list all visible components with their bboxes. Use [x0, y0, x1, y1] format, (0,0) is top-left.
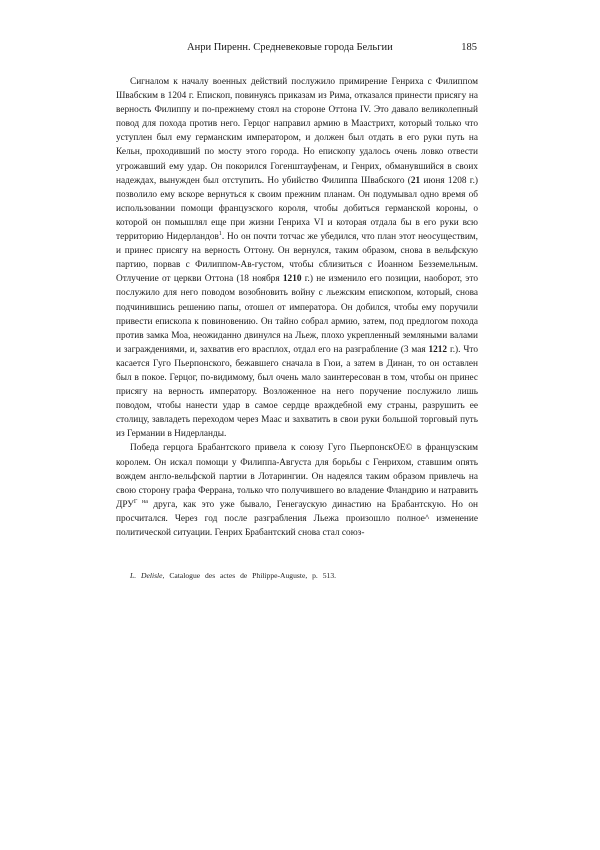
paragraph-2 [116, 441, 478, 540]
header-title: Анри Пиренн. Средневековые города Бельгии [187, 42, 393, 53]
date-day-bold: 21 [410, 175, 421, 186]
paragraph-2-part-2: друга, как это уже бывало, Генегаускую династию на Брабантскую. Но он просчитался. Через год после разграбления Льежа произошло полное^ изменение политической ситуации. Генрих Брабантский снова стал союз- [116, 499, 478, 538]
paragraph-1-part-5: г.). Что касается Гуго Пьерпонского, бежавшего сначала в Гюи, а затем в Динан, то он оставлен был в покое. Герцог, по-видимому, был очень мало заинтересован в том, чтобы он принес присягу на верность императору. Возложенное на него поручение послужило лишь поводом, чтобы нанести удар в самое сердце враждебной ему страны, разрушить ее столицу, завладеть переходом через Маас и захватить в свои руки большой торговый путь из Германии в Нидерланды. [116, 344, 478, 440]
date-year-bold: 1212 [428, 344, 448, 355]
paragraph-2-part-1: Победа герцога Брабантского привела к союзу Гуго ПьерпонскОЕ© в французским королем. Он искал помощи у Филиппа-Августа для борьбы с Генрихом, ставшим опять вождем англо-вельфской партии в Лотарингии. Он надеялся таким образом привлечь на свою сторону графа Феррана, только что получившего во владение Фландрию и натравить ДРУ [116, 443, 478, 510]
paragraph-1-part-4: г.) не изменило его позиции, наоборот, это послужило для него поводом возобновить войну с льежским епископом, который, снова подчинившись решению папы, отошел от императора. Он добился, чтобы ему поручили привести епископа к повиновению. Он тайно собрал армию, затем, под предлогом похода против замка Моа, неожиданно двинулся на Льеж, плохо укрепленный земляными валами и заграждениями, и, захватив его врасплох, отдал его на разграбление (3 мая [116, 274, 478, 355]
paragraph-1-part-2: июня 1208 г.) позволило ему вскоре вернуться к своим прежним планам. Он подумывал одно время об использовании помощи французского короля, чтобы добиться германской короны, о которой он помышлял еще при жизни Генриха VI и которая отдала бы в его руки всю территорию Нидерландов [116, 175, 478, 243]
footnote-author: L. Delisle, [130, 571, 165, 580]
paragraph-1-part-3: . Но он почти тотчас же убедился, что план этот неосуществим, и принес присягу на верность Оттону. Он вернулся, таким образом, снова в вельфскую партию, порвав с Филиппом-Ав-густом, чтобы сблизиться с Иоанном Безземельным. Отлучение от церкви Оттона (18 ноября [116, 232, 478, 285]
paragraph-1-part-1: Сигналом к началу военных действий послужило примирение Генриха с Филиппом Швабским в 1204 г. Епископ, повинуясь приказам из Рима, отказался принести присягу на верность Филиппу и по-прежнему стоял на стороне Оттона IV. Это давало великолепный повод для похода против него. Герцог направил армию в Маастрихт, который только что уступлен был ему германским императором, и должен был отдать в его руки путь на Кельн, проходивший по мосту этого города. Но епископу удалось очень ловко отвести угрожавший ему удар. Он покорился Гогенштауфенам, и Генрих, обманувшийся в своих надеждах, вынужден был отступить. Но убийство Филиппа Швабского ( [116, 77, 478, 186]
page-number: 185 [461, 42, 477, 53]
running-header [97, 41, 477, 55]
date-year-bold: 1210 [282, 274, 302, 285]
paragraph-1 [116, 75, 478, 441]
main-text [116, 75, 478, 540]
footnote-text: Catalogue des actes de Philippe-Auguste, p. 513. [164, 571, 337, 580]
superscript-artifact: Г на [133, 498, 148, 505]
footnote-reference[interactable]: 1 [218, 230, 222, 237]
footnote [116, 570, 478, 581]
